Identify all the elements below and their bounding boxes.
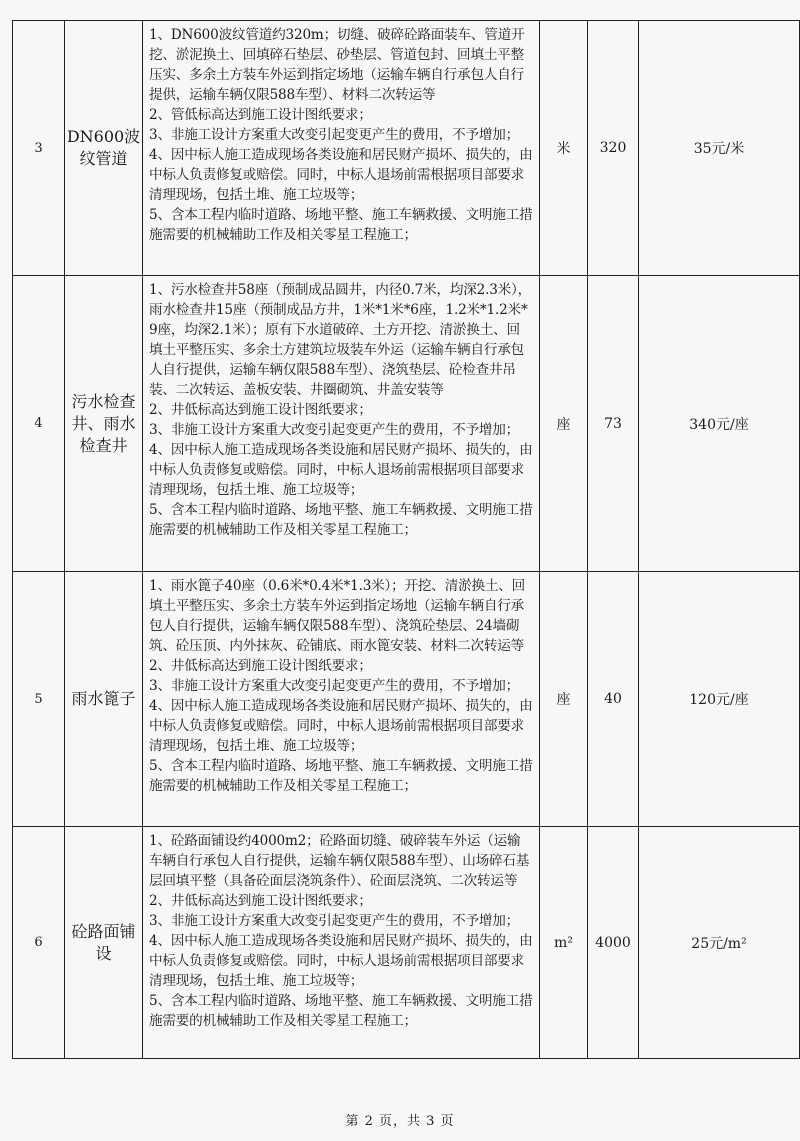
row-number: 3 bbox=[13, 21, 65, 276]
description-line: 5、含本工程内临时道路、场地平整、施工车辆救援、文明施工措施需要的机械辅助工作及相关零星工程施工； bbox=[149, 758, 533, 794]
unit: 座 bbox=[540, 276, 588, 572]
bill-of-quantities-table bbox=[12, 20, 800, 1059]
unit: 座 bbox=[540, 572, 588, 827]
quantity: 320 bbox=[588, 21, 639, 276]
unit-price: 35元/米 bbox=[639, 21, 800, 276]
item-description bbox=[143, 827, 540, 1059]
description-line: 2、井低标高达到施工设计图纸要求； bbox=[149, 402, 372, 418]
description-line: 1、污水检查井58座（预制成品圆井，内径0.7米，均深2.3米），雨水检查井15座（预制成品方井，1米*1米*6座，1.2米*1.2米*9座，均深2.1米）；原有下水道破碎、土方开挖、清淤换土、回填土平整压实、多余土方建筑垃圾装车外运（运输车辆自行承包人自行提供，运输车辆仅限588车型）、浇筑垫层、砼检查井吊装、二次转运、盖板安装、井圈砌筑、井盖安装等 bbox=[149, 282, 532, 398]
description-line: 5、含本工程内临时道路、场地平整、施工车辆救援、文明施工措施需要的机械辅助工作及相关零星工程施工； bbox=[149, 993, 533, 1029]
unit-price: 340元/座 bbox=[639, 276, 800, 572]
description-line: 2、管低标高达到施工设计图纸要求； bbox=[149, 107, 372, 123]
description-line: 3、非施工设计方案重大改变引起变更产生的费用，不予增加； bbox=[149, 127, 520, 143]
quantity: 40 bbox=[588, 572, 639, 827]
description-line: 1、雨水篦子40座（0.6米*0.4米*1.3米）；开挖、清淤换土、回填土平整压实、多余土方装车外运到指定场地（运输车辆自行承包人自行提供，运输车辆仅限588车型）、浇筑砼垫层、24墙砌筑、砼压顶、内外抹灰、砼铺底、雨水篦安装、材料二次转运等 bbox=[149, 578, 526, 654]
table-row bbox=[13, 572, 800, 827]
description-line: 1、DN600波纹管道约320m；切缝、破碎砼路面装车、管道开挖、淤泥换土、回填碎石垫层、砂垫层、管道包封、回填土平整压实、多余土方装车外运到指定场地（运输车辆自行承包人自行提供，运输车辆仅限588车型）、材料二次转运等 bbox=[149, 27, 525, 103]
quantity: 73 bbox=[588, 276, 639, 572]
item-description bbox=[143, 276, 540, 572]
item-name: 雨水篦子 bbox=[65, 572, 143, 827]
description-line: 4、因中标人施工造成现场各类设施和居民财产损坏、损失的，由中标人负责修复或赔偿。同时，中标人退场前需根据项目部要求清理现场，包括土堆、施工垃圾等； bbox=[149, 147, 533, 203]
table-row bbox=[13, 276, 800, 572]
row-number: 5 bbox=[13, 572, 65, 827]
table-row bbox=[13, 21, 800, 276]
page-footer: 第 2 页，共 3 页 bbox=[345, 1114, 455, 1129]
description-line: 5、含本工程内临时道路、场地平整、施工车辆救援、文明施工措施需要的机械辅助工作及相关零星工程施工； bbox=[149, 502, 533, 538]
row-number: 4 bbox=[13, 276, 65, 572]
table-row bbox=[13, 827, 800, 1059]
item-description bbox=[143, 21, 540, 276]
description-line: 3、非施工设计方案重大改变引起变更产生的费用，不予增加； bbox=[149, 422, 520, 438]
description-line: 1、砼路面铺设约4000m2；砼路面切缝、破碎装车外运（运输车辆自行承包人自行提供，运输车辆仅限588车型）、山场碎石基层回填平整（具备砼面层浇筑条件）、砼面层浇筑、二次转运等 bbox=[149, 833, 530, 889]
description-line: 3、非施工设计方案重大改变引起变更产生的费用，不予增加； bbox=[149, 913, 520, 929]
description-line: 5、含本工程内临时道路、场地平整、施工车辆救援、文明施工措施需要的机械辅助工作及相关零星工程施工； bbox=[149, 207, 533, 243]
description-line: 4、因中标人施工造成现场各类设施和居民财产损坏、损失的，由中标人负责修复或赔偿。同时，中标人退场前需根据项目部要求清理现场，包括土堆、施工垃圾等； bbox=[149, 442, 533, 498]
row-number: 6 bbox=[13, 827, 65, 1059]
item-name: DN600波纹管道 bbox=[65, 21, 143, 276]
quantity: 4000 bbox=[588, 827, 639, 1059]
description-line: 4、因中标人施工造成现场各类设施和居民财产损坏、损失的，由中标人负责修复或赔偿。同时，中标人退场前需根据项目部要求清理现场，包括土堆、施工垃圾等； bbox=[149, 933, 533, 989]
unit: m² bbox=[540, 827, 588, 1059]
item-name: 砼路面铺设 bbox=[65, 827, 143, 1059]
unit-price: 25元/m² bbox=[639, 827, 800, 1059]
item-name: 污水检查井、雨水检查井 bbox=[65, 276, 143, 572]
unit-price: 120元/座 bbox=[639, 572, 800, 827]
description-line: 4、因中标人施工造成现场各类设施和居民财产损坏、损失的，由中标人负责修复或赔偿。同时，中标人退场前需根据项目部要求清理现场，包括土堆、施工垃圾等； bbox=[149, 698, 533, 754]
description-line: 2、井低标高达到施工设计图纸要求； bbox=[149, 658, 372, 674]
description-line: 2、井低标高达到施工设计图纸要求； bbox=[149, 893, 372, 909]
item-description bbox=[143, 572, 540, 827]
description-line: 3、非施工设计方案重大改变引起变更产生的费用，不予增加； bbox=[149, 678, 520, 694]
unit: 米 bbox=[540, 21, 588, 276]
